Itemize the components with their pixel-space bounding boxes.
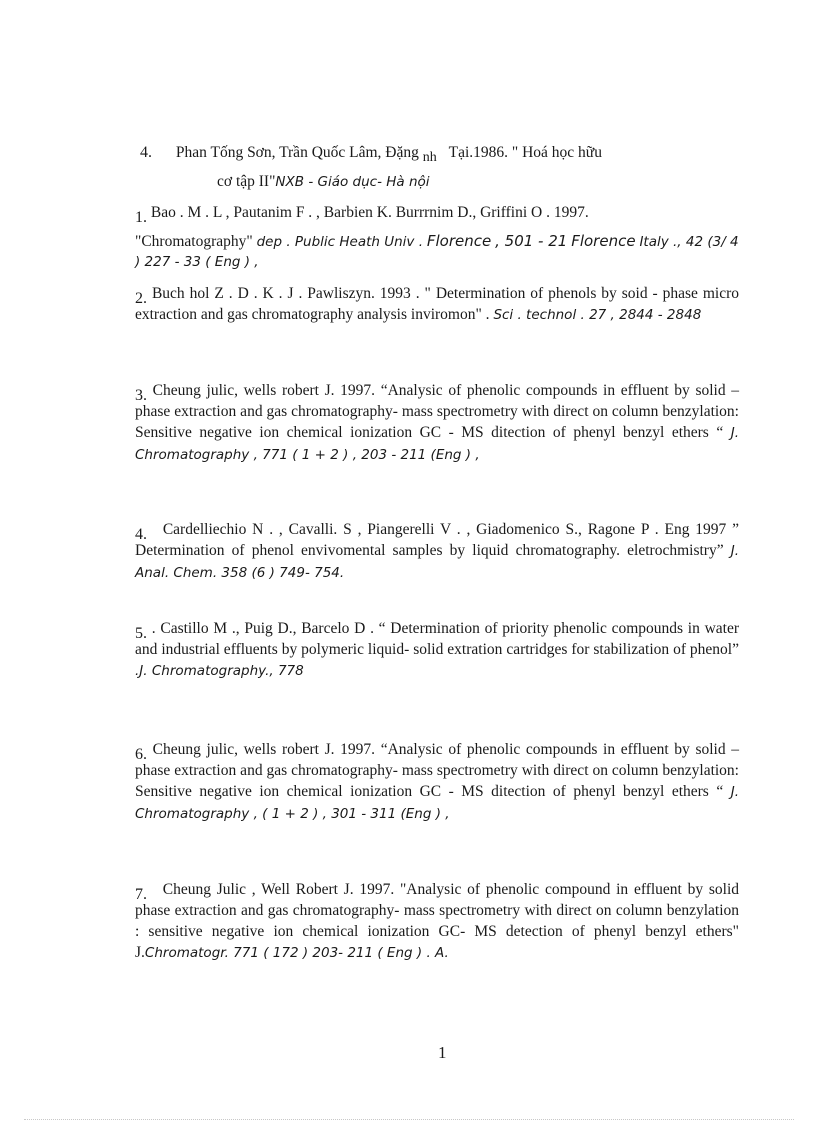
- reference-pages: , 501 - 21: [495, 232, 568, 250]
- reference-number: 3.: [135, 387, 147, 404]
- reference-volume: Italy ., 42 (3/ 4 ) 227 - 33 ( Eng ) ,: [135, 234, 739, 270]
- reference-title-cont: cơ tập II": [217, 173, 276, 190]
- reference-authors: Phan Tống Sơn, Trần Quốc Lâm, Đặng: [175, 144, 419, 161]
- reference-source: .J. Chromatography., 778: [135, 663, 304, 679]
- reference-text: Cheung julic, wells robert J. 1997. “Analysic of phenolic compounds in effluent by solid – phase extraction and gas chromatography- mass spectrometry with direct on column benzylation: Sensitive negative ion chemical ionization GC - MS ditection of phenyl benzyl ethers “: [135, 382, 740, 441]
- reference-source: Chromatogr. 771 ( 172 ) 203- 211 ( Eng ) . A.: [144, 945, 449, 961]
- page-number: 1: [438, 1043, 447, 1062]
- reference-item: [135, 380, 739, 466]
- reference-number: 5.: [135, 625, 147, 642]
- reference-text: Cheung julic, wells robert J. 1997. “Analysic of phenolic compounds in effluent by solid – phase extraction and gas chromatography- mass spectrometry with direct on column benzylation: Sensitive negative ion chemical ionization GC - MS ditection of phenyl benzyl ethers “: [135, 741, 740, 800]
- reference-source: J. Chromatography , ( 1 + 2 ) , 301 - 311 (Eng ) ,: [135, 784, 740, 822]
- reference-source: dep . Public Heath Univ .: [256, 234, 424, 250]
- reference-item: [135, 202, 739, 272]
- reference-city: Florence: [571, 232, 636, 250]
- reference-number: 6.: [135, 746, 147, 763]
- page-bottom-divider: [24, 1119, 794, 1120]
- reference-text: Buch hol Z . D . K . J . Pawliszyn. 1993 . " Determination of phenols by soid - phase micro extraction and gas chromatography analysis inviromon" .: [135, 285, 740, 323]
- reference-text: . Castillo M ., Puig D., Barcelo D . “ Determination of priority phenolic compounds in water and industrial effluents by polymeric liquid- solid extration cartridges for stabilization of phenol”: [135, 620, 739, 658]
- reference-number: 4.: [140, 144, 152, 161]
- reference-source: J. Anal. Chem. 358 (6 ) 749- 754.: [135, 543, 739, 581]
- reference-authors: Bao . M . L , Pautanim F . , Barbien K. Burrrnim D., Griffini O . 1997.: [150, 204, 589, 221]
- reference-publisher: NXB - Giáo dục- Hà nội: [275, 174, 430, 190]
- reference-text: Cardelliechio N . , Cavalli. S , Piangerelli V . , Giadomenico S., Ragone P . Eng 1997 ” Determination of phenol envivomental samples by liquid chromatography. eletrochmistry”: [135, 521, 740, 559]
- reference-item: [140, 142, 740, 193]
- reference-number: 7.: [135, 886, 147, 903]
- reference-item: [135, 519, 739, 584]
- reference-city: Florence: [426, 232, 492, 250]
- reference-source: J. Chromatography , 771 ( 1 + 2 ) , 203 - 211 (Eng ) ,: [135, 425, 740, 463]
- reference-text: Cheung Julic , Well Robert J. 1997. "Analysic of phenolic compound in effluent by solid phase extraction and gas chromatography- mass spectrometry with direct on column benzylation : sensitive negative ion chemical ionization GC- MS detection of phenyl benzyl ethers" J.: [135, 881, 740, 961]
- reference-item: [135, 618, 739, 682]
- reference-number: 2.: [135, 290, 147, 307]
- reference-item: [135, 879, 739, 964]
- reference-title: Tại.1986. " Hoá học hữu: [448, 144, 602, 161]
- reference-item: [135, 739, 739, 825]
- reference-item: [135, 283, 739, 326]
- reference-title: "Chromatography": [135, 233, 253, 250]
- reference-source: Sci . technol . 27 , 2844 - 2848: [493, 307, 702, 323]
- reference-number: 1.: [135, 209, 147, 226]
- reference-number: 4.: [135, 526, 147, 543]
- reference-fragment: nh: [422, 150, 437, 165]
